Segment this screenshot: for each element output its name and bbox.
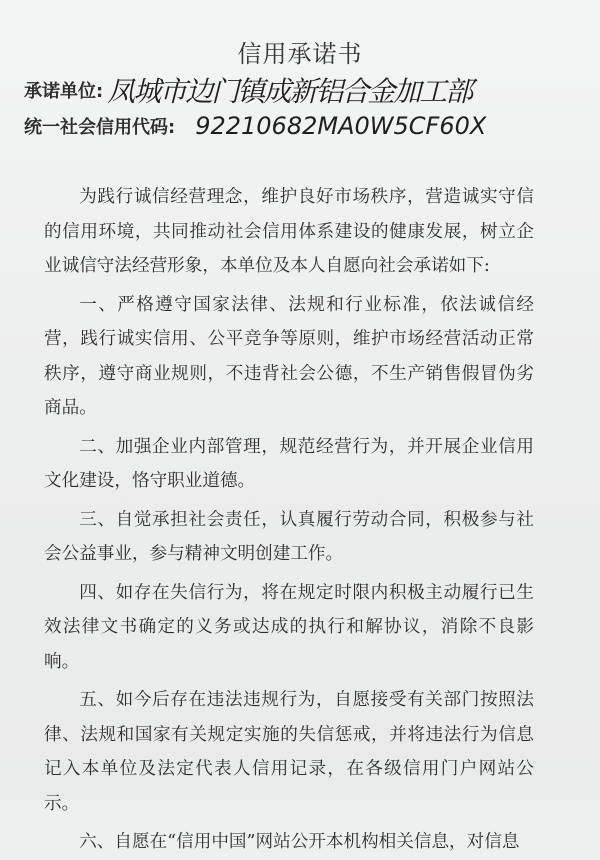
promising-unit-field <box>24 70 471 110</box>
promising-unit-handwritten-value: 凤城市边门镇成新铝合金加工部 <box>107 75 472 108</box>
credit-code-handwritten-value: 92210682MA0W5CF60X <box>195 112 487 140</box>
credit-code-field <box>24 112 486 140</box>
promising-unit-label: 承诺单位: <box>24 81 104 102</box>
document-title: 信用承诺书 <box>237 40 363 68</box>
credit-code-label: 统一社会信用代码: <box>24 117 176 138</box>
paragraph-1: 一、严格遵守国家法律、法规和行业标准，依法诚信经营，践行诚实信用、公平竞争等原则，维护市场经营活动正常秩序，遵守商业规则，不违背社会公德，不生产销售假冒伪劣商品。 <box>44 294 534 418</box>
commitment-body <box>44 180 534 860</box>
paragraph-5: 五、如今后存在违法违规行为，自愿接受有关部门按照法律、法规和国家有关规定实施的失信惩戒，并将违法行为信息记入本单位及法定代表人信用记录，在各级信用门户网站公示。 <box>44 690 534 814</box>
paragraph-4: 四、如存在失信行为，将在规定时限内积极主动履行已生效法律文书确定的义务或达成的执行和解协议，消除不良影响。 <box>44 582 534 672</box>
paragraph-3: 三、自觉承担社会责任，认真履行劳动合同，积极参与社会公益事业，参与精神文明创建工作。 <box>44 509 534 564</box>
paragraph-6: 六、自愿在“信用中国”网站公开本机构相关信息，对信息 <box>79 832 520 852</box>
paragraph-2: 二、加强企业内部管理，规范经营行为，并开展企业信用文化建设，恪守职业道德。 <box>44 436 534 491</box>
paragraph-intro: 为践行诚信经营理念，维护良好市场秩序，营造诚实守信的信用环境，共同推动社会信用体系建设的健康发展，树立企业诚信守法经营形象，本单位及本人自愿向社会承诺如下: <box>44 187 534 276</box>
